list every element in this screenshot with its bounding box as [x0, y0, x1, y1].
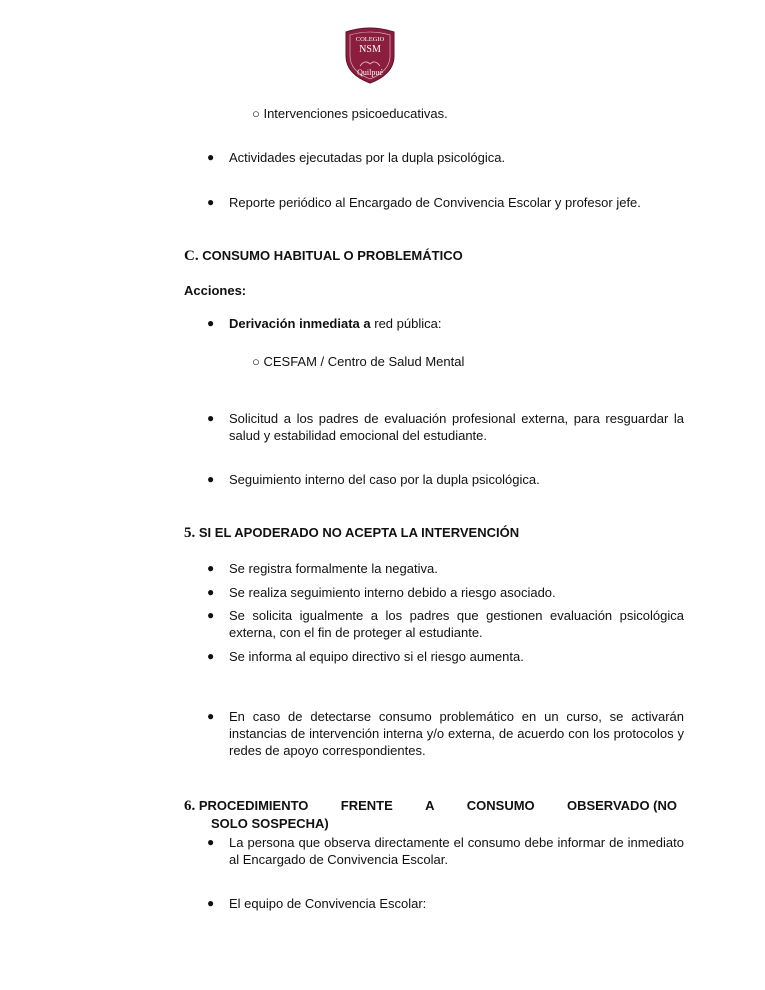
section-6-word: PROCEDIMIENTO: [198, 798, 309, 813]
acciones-label: Acciones:: [184, 283, 247, 298]
sub-item-cesfam: ○ CESFAM / Centro de Salud Mental: [252, 354, 465, 369]
section-6-word: FRENTE: [340, 798, 393, 813]
bullet-icon: ●: [207, 585, 215, 599]
bullet-icon: ●: [207, 150, 215, 164]
section-c-heading: [184, 248, 463, 265]
list-item-text: La persona que observa directamente el consumo debe informar de inmediato al Encargado de Convivencia Escolar.: [229, 835, 684, 867]
list-item-text: [229, 315, 684, 332]
logo-line3: Quilpué: [357, 68, 383, 77]
logo-line1: COLEGIO: [355, 36, 385, 43]
list-item-text: Actividades ejecutadas por la dupla psicológica.: [229, 150, 506, 165]
bullet-icon: ●: [207, 896, 215, 910]
bullet-icon: ●: [207, 472, 215, 486]
section-5-number: 5.: [184, 525, 196, 541]
bullet-icon: ●: [207, 608, 215, 622]
section-6-first-word: [184, 798, 308, 815]
bullet-icon: ●: [207, 649, 215, 663]
list-item-text: Solicitud a los padres de evaluación profesional externa, para resguardar la salud y estabilidad emocional del estudiante.: [229, 411, 684, 443]
bullet-icon: ●: [207, 709, 215, 723]
list-item-text: En caso de detectarse consumo problemático en un curso, se activarán instancias de intervención interna y/o externa, de acuerdo con los protocolos y redes de apoyo correspondientes.: [229, 709, 684, 758]
bullet-icon: ●: [207, 411, 215, 425]
section-c-letter: C.: [184, 248, 199, 264]
school-logo: [342, 26, 398, 84]
list-item-text: Reporte periódico al Encargado de Convivencia Escolar y profesor jefe.: [229, 195, 641, 210]
sub-item-intervenciones: ○ Intervenciones psicoeducativas.: [252, 106, 448, 121]
list-item-text: Se registra formalmente la negativa.: [229, 561, 438, 576]
bullet-icon: ●: [207, 561, 215, 575]
list-item-text: Se realiza seguimiento interno debido a riesgo asociado.: [229, 585, 556, 600]
derivacion-rest: red pública:: [370, 316, 442, 331]
section-6-heading: [184, 798, 684, 831]
list-item-text: El equipo de Convivencia Escolar:: [229, 896, 427, 911]
list-item-text: Se solicita igualmente a los padres que gestionen evaluación psicológica externa, con el fin de proteger al estudiante.: [229, 608, 684, 640]
logo-line2: NSM: [359, 44, 381, 55]
list-item-text: Se informa al equipo directivo si el riesgo aumenta.: [229, 649, 524, 664]
section-6-word: OBSERVADO (NO: [566, 798, 677, 813]
section-6-title-line2: SOLO SOSPECHA): [211, 816, 329, 831]
bullet-icon: ●: [207, 316, 215, 330]
section-6-word: CONSUMO: [466, 798, 535, 813]
section-6-title-line1: [184, 798, 677, 815]
list-item-text: Seguimiento interno del caso por la dupla psicológica.: [229, 472, 540, 487]
section-5-title: SI EL APODERADO NO ACEPTA LA INTERVENCIÓN: [198, 525, 520, 540]
section-6-number: 6.: [184, 798, 196, 814]
bullet-icon: ●: [207, 835, 215, 849]
section-c-title: CONSUMO HABITUAL O PROBLEMÁTICO: [202, 248, 463, 263]
derivacion-bold: Derivación inmediata a: [229, 316, 371, 331]
section-6-word: A: [425, 798, 435, 813]
bullet-icon: ●: [207, 195, 215, 209]
section-5-heading: [184, 525, 519, 542]
